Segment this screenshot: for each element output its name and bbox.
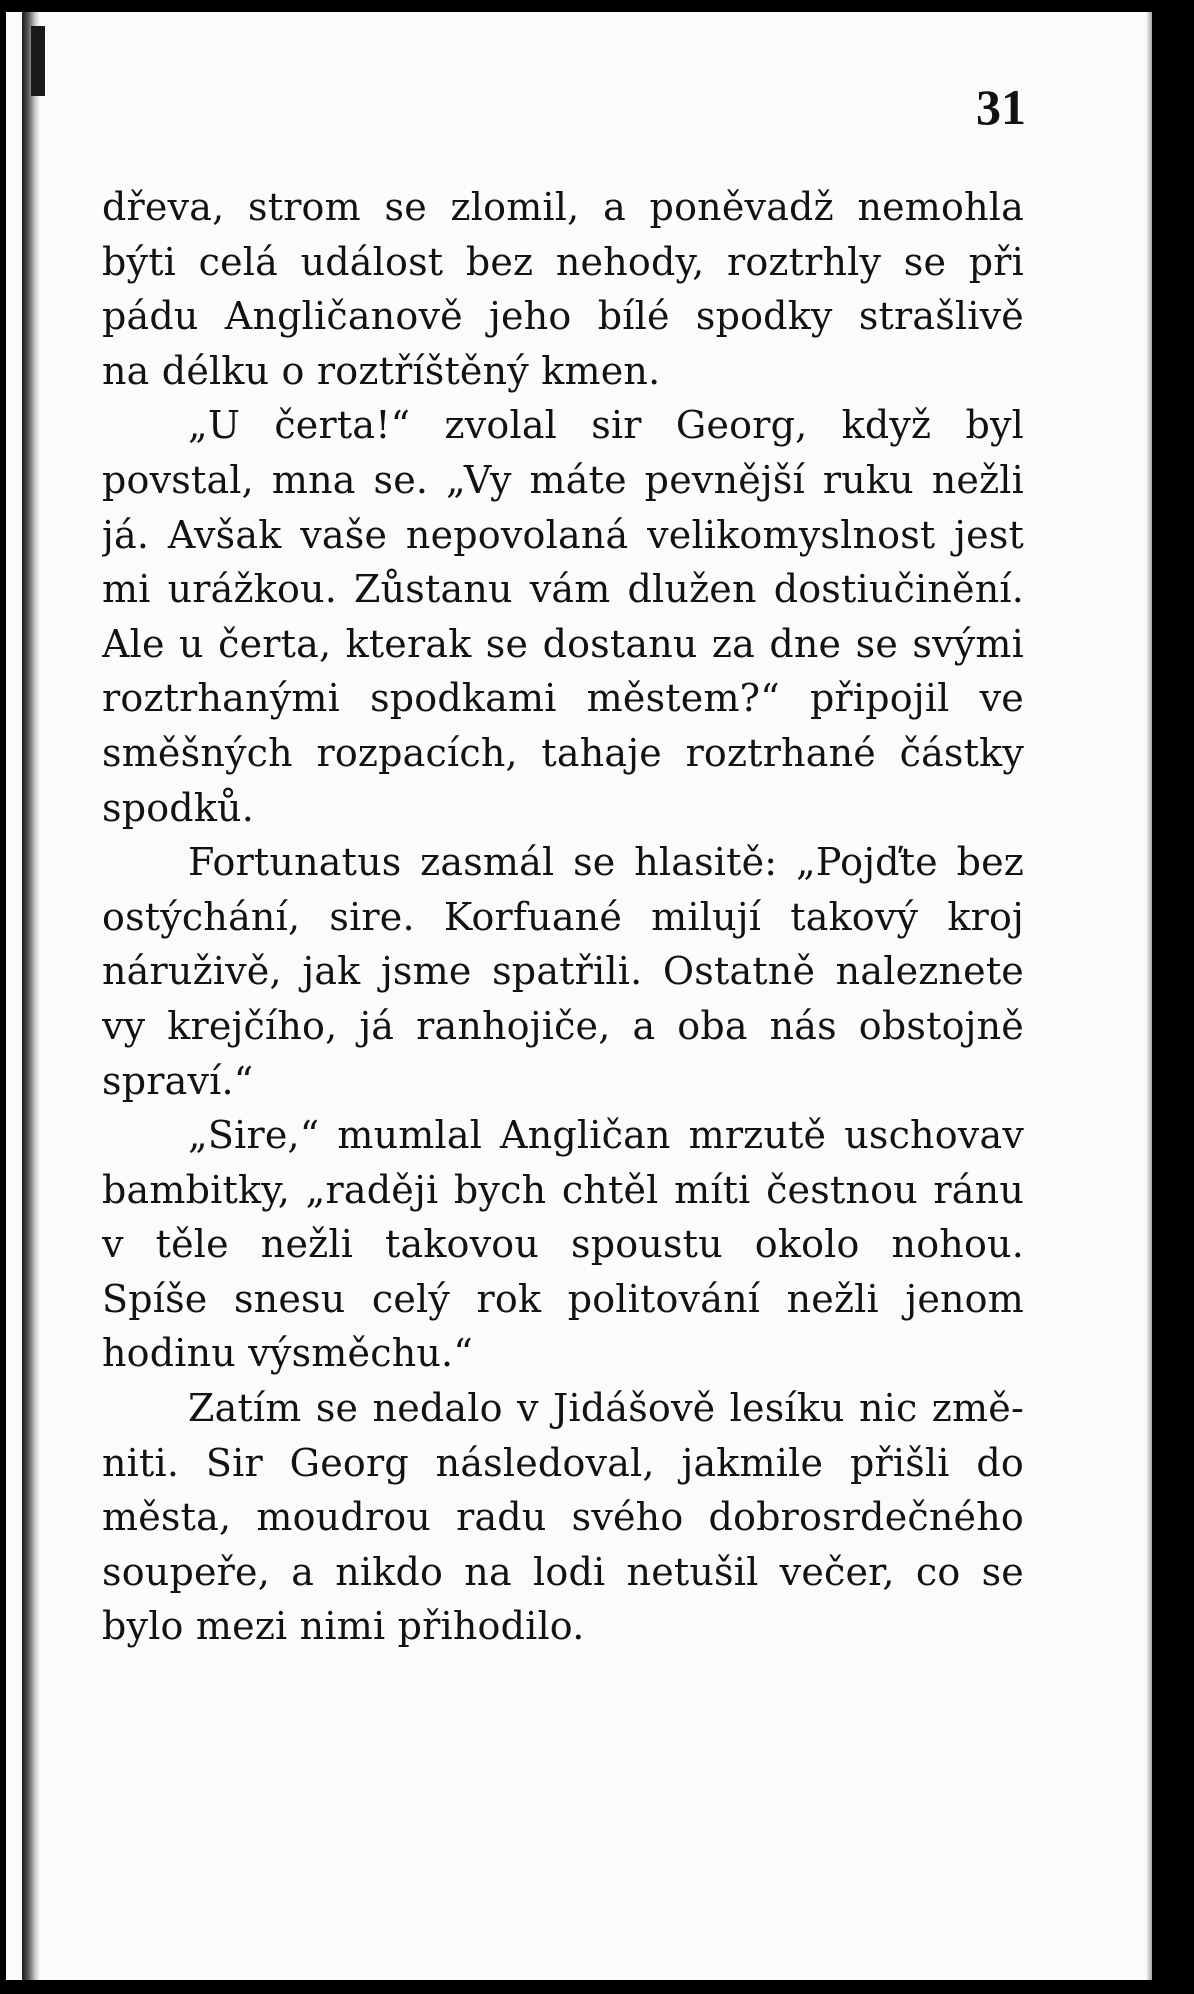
- text-line: města, moudrou radu svého dobrosrdečného: [102, 1495, 1024, 1540]
- text-line: niti. Sir Georg následoval, jakmile přišli do: [102, 1440, 1024, 1485]
- body-text: [102, 180, 1024, 1654]
- text-line: „U čerta!“ zvolal sir Georg, když byl: [188, 403, 1024, 448]
- text-line: náruživě, jak jsme spatřili. Ostatně naleznete: [102, 949, 1024, 994]
- text-line: ostýchání, sire. Korfuané milují takový kroj: [102, 894, 1024, 939]
- text-line: bylo mezi nimi přihodilo.: [102, 1604, 585, 1649]
- book-page: [6, 12, 1152, 1980]
- text-line: já. Avšak vaše nepovolaná velikomyslnost jest: [102, 512, 1024, 557]
- text-line: Ale u čerta, kterak se dostanu za dne se svými: [102, 621, 1024, 666]
- text-line: povstal, mna se. „Vy máte pevnější ruku nežli: [102, 457, 1024, 502]
- text-line: spraví.“: [102, 1058, 254, 1103]
- text-line: Fortunatus zasmál se hlasitě: „Pojďte bez: [188, 840, 1024, 885]
- text-line: býti celá událost bez nehody, roztrhly se při: [102, 239, 1024, 284]
- text-line: hodinu výsměchu.“: [102, 1331, 473, 1376]
- text-line: pádu Angličanově jeho bílé spodky strašlivě: [102, 294, 1024, 339]
- page-edge-shadow: [1146, 12, 1152, 1980]
- text-line: mi urážkou. Zůstanu vám dlužen dostiučinění.: [102, 567, 1024, 612]
- text-line: vy krejčího, já ranhojiče, a oba nás obstojně: [102, 1003, 1024, 1048]
- text-line: směšných rozpacích, tahaje roztrhané částky: [102, 730, 1024, 775]
- text-line: Zatím se nedalo v Jidášově lesíku nic změ-: [188, 1386, 1024, 1431]
- text-line: Spíše snesu celý rok politování nežli jenom: [102, 1276, 1024, 1321]
- text-line: spodků.: [102, 785, 255, 830]
- text-line: dřeva, strom se zlomil, a poněvadž nemohla: [102, 185, 1024, 229]
- text-line: na délku o roztříštěný kmen.: [102, 348, 661, 393]
- text-line: v těle nežli takovou spoustu okolo nohou.: [102, 1222, 1024, 1267]
- text-line: roztrhanými spodkami městem?“ připojil ve: [102, 676, 1024, 721]
- text-line: soupeře, a nikdo na lodi netušil večer, co se: [102, 1549, 1024, 1594]
- text-line: bambitky, „raději bych chtěl míti čestnou ránu: [102, 1167, 1024, 1212]
- page-binding-edge: [22, 12, 40, 1980]
- page-number: 31: [976, 79, 1026, 135]
- text-line: „Sire,“ mumlal Angličan mrzutě uschovav: [188, 1113, 1024, 1158]
